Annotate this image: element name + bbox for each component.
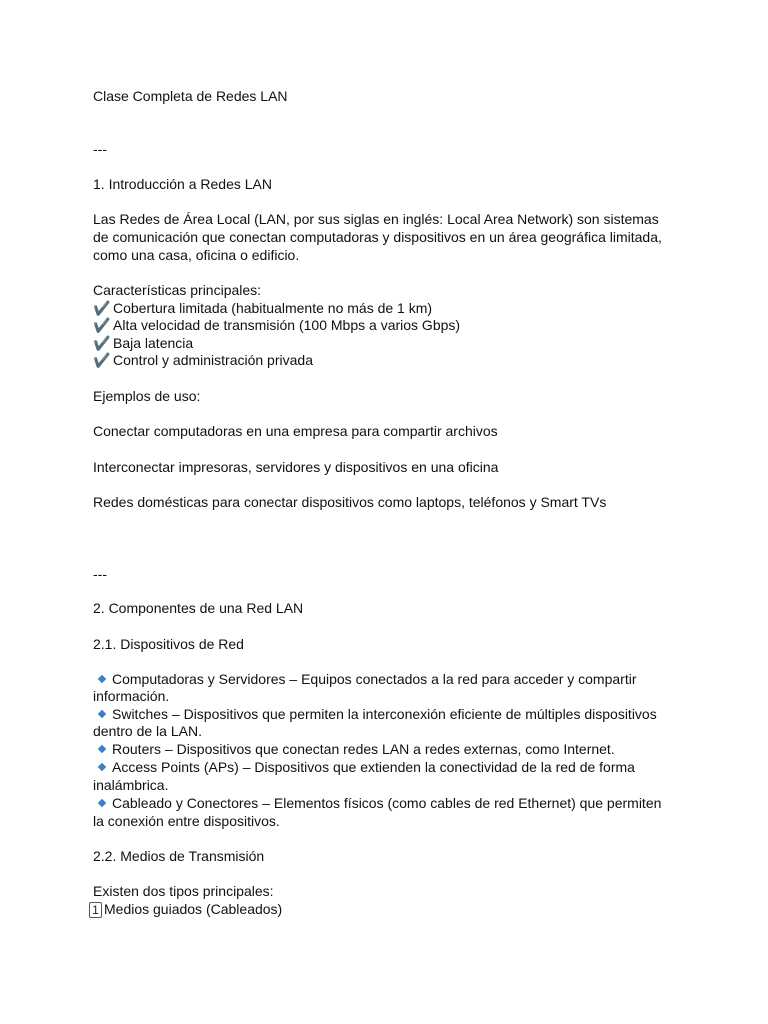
diamond-bullet-icon xyxy=(98,745,106,753)
characteristics-heading: Características principales: xyxy=(93,282,262,298)
device-item-continuation: información. xyxy=(93,688,170,704)
device-item xyxy=(93,706,657,724)
characteristic-text: Control y administración privada xyxy=(113,352,313,368)
checkmark-icon: ✔️ xyxy=(93,300,111,316)
example-item: Conectar computadoras en una empresa para compartir archivos xyxy=(93,423,498,439)
device-item xyxy=(93,671,637,689)
example-item: Redes domésticas para conectar dispositivos como laptops, teléfonos y Smart TVs xyxy=(93,494,607,510)
characteristic-text: Alta velocidad de transmisión (100 Mbps a varios Gbps) xyxy=(113,317,461,333)
characteristic-text: Baja latencia xyxy=(113,335,194,351)
characteristic-text: Cobertura limitada (habitualmente no más de 1 km) xyxy=(113,300,433,316)
diamond-bullet-icon xyxy=(98,763,106,771)
characteristic-item xyxy=(93,352,313,370)
intro-paragraph-line: Las Redes de Área Local (LAN, por sus siglas en inglés: Local Area Network) son sistemas xyxy=(93,211,659,227)
device-text: Access Points (APs) – Dispositivos que extienden la conectividad de la red de forma xyxy=(112,759,635,775)
intro-paragraph-line: de comunicación que conectan computadoras y dispositivos en un área geográfica limitada, xyxy=(93,229,662,245)
types-intro: Existen dos tipos principales: xyxy=(93,883,274,899)
keycap-number-one-icon: 1 xyxy=(89,902,102,918)
device-item xyxy=(93,741,615,759)
characteristic-item xyxy=(93,335,193,353)
checkmark-icon: ✔️ xyxy=(93,335,111,351)
section-2-heading: 2. Componentes de una Red LAN xyxy=(93,600,304,616)
characteristic-item xyxy=(93,317,460,335)
checkmark-icon: ✔️ xyxy=(93,317,111,333)
device-item xyxy=(93,759,635,777)
separator: --- xyxy=(93,141,107,157)
device-text: Computadoras y Servidores – Equipos conectados a la red para acceder y compartir xyxy=(112,671,637,687)
section-2-2-heading: 2.2. Medios de Transmisión xyxy=(93,848,265,864)
examples-heading: Ejemplos de uso: xyxy=(93,388,201,404)
section-1-heading: 1. Introducción a Redes LAN xyxy=(93,176,272,192)
device-item-continuation: la conexión entre dispositivos. xyxy=(93,813,280,829)
example-item: Interconectar impresoras, servidores y dispositivos en una oficina xyxy=(93,459,499,475)
device-item-continuation: dentro de la LAN. xyxy=(93,723,202,739)
type-item: Medios guiados (Cableados) xyxy=(104,901,283,917)
diamond-bullet-icon xyxy=(98,710,106,718)
device-text: Cableado y Conectores – Elementos físicos (como cables de red Ethernet) que permiten xyxy=(112,795,662,811)
diamond-bullet-icon xyxy=(98,675,106,683)
device-text: Switches – Dispositivos que permiten la interconexión eficiente de múltiples dispositivos xyxy=(112,706,657,722)
intro-paragraph-line: como una casa, oficina o edificio. xyxy=(93,247,300,263)
device-item-continuation: inalámbrica. xyxy=(93,777,169,793)
checkmark-icon: ✔️ xyxy=(93,352,111,368)
document-title: Clase Completa de Redes LAN xyxy=(93,88,288,104)
device-text: Routers – Dispositivos que conectan redes LAN a redes externas, como Internet. xyxy=(112,741,615,757)
separator: --- xyxy=(93,566,107,582)
characteristic-item xyxy=(93,300,432,318)
device-item xyxy=(93,795,661,813)
diamond-bullet-icon xyxy=(98,799,106,807)
section-2-1-heading: 2.1. Dispositivos de Red xyxy=(93,636,244,652)
